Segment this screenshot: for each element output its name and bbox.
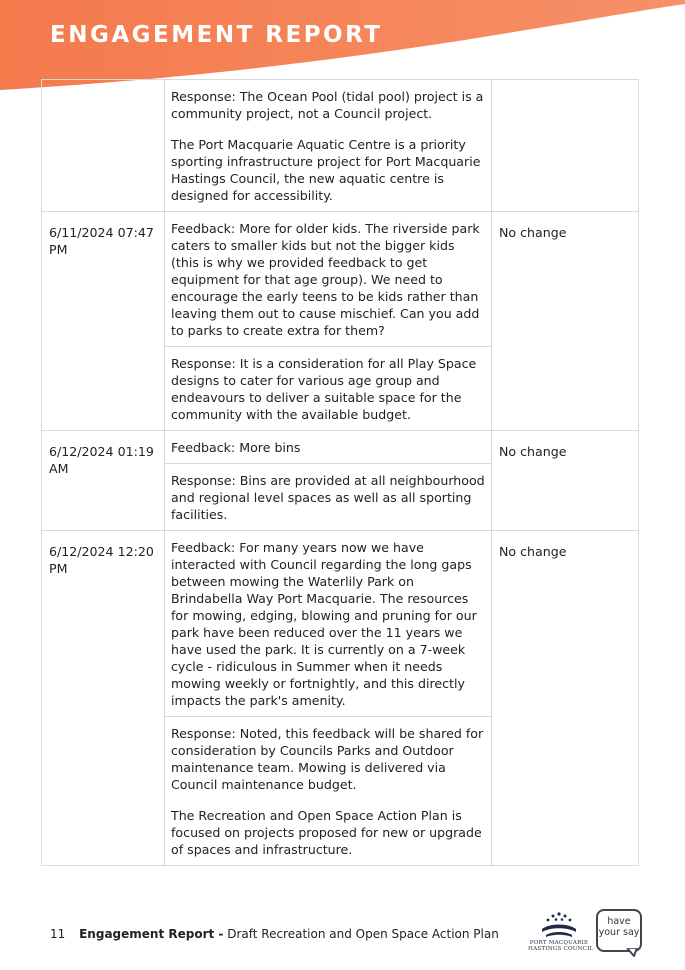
have-your-say-line1: have bbox=[607, 916, 631, 927]
have-your-say-line2: your say bbox=[598, 927, 640, 938]
feedback-text: Feedback: For many years now we have interacted with Council regarding the long gaps between mowing the Waterlily Park on Brindabella Way Port Macquarie. The resources for mowing, edging, blowing and pruning for our park have been reduced over the 11 years we have used the park. It is currently on a 7-week cycle - ridiculous in Summer when it needs mowing weekly or fortnightly, and this directly impacts the park's amenity. bbox=[171, 540, 477, 708]
outcome-cell: No change bbox=[492, 531, 639, 866]
feedback-block bbox=[165, 431, 491, 463]
footer-document-title: Draft Recreation and Open Space Action Plan bbox=[227, 927, 499, 941]
page-footer bbox=[50, 927, 499, 941]
response-block bbox=[165, 463, 491, 530]
response-block bbox=[165, 716, 491, 865]
outcome-cell: No change bbox=[492, 212, 639, 431]
have-your-say-logo bbox=[596, 909, 642, 952]
outcome-cell bbox=[492, 80, 639, 212]
response-text: Response: The Ocean Pool (tidal pool) project is a community project, not a Council project. bbox=[171, 89, 484, 121]
date-cell bbox=[42, 80, 165, 212]
table-row bbox=[42, 212, 639, 431]
table-row bbox=[42, 80, 639, 212]
council-logo bbox=[528, 910, 594, 958]
table-row bbox=[42, 531, 639, 866]
footer-report-label: Engagement Report - bbox=[79, 927, 224, 941]
response-block bbox=[165, 80, 491, 211]
page-number: 11 bbox=[50, 927, 66, 941]
response-text: Response: Noted, this feedback will be shared for consideration by Councils Parks and Outdoor maintenance team. Mowing is delivered via Council maintenance budget. bbox=[171, 726, 484, 792]
council-emblem-icon bbox=[536, 910, 582, 940]
comment-cell bbox=[165, 431, 492, 531]
feedback-block bbox=[165, 531, 491, 716]
table-row bbox=[42, 431, 639, 531]
response-text: The Port Macquarie Aquatic Centre is a priority sporting infrastructure project for Port Macquarie Hastings Council, the new aquatic centre is designed for accessibility. bbox=[171, 137, 481, 203]
feedback-table bbox=[41, 79, 639, 866]
response-block bbox=[165, 346, 491, 430]
response-text: The Recreation and Open Space Action Plan is focused on projects proposed for new or upgrade of spaces and infrastructure. bbox=[171, 808, 482, 857]
page-title: ENGAGEMENT REPORT bbox=[50, 22, 383, 48]
council-name-line1: PORT MACQUARIE bbox=[529, 940, 589, 946]
response-text: Response: It is a consideration for all Play Space designs to cater for various age group and endeavours to deliver a suitable space for the community with the available budget. bbox=[171, 356, 477, 422]
feedback-text: Feedback: More bins bbox=[171, 440, 301, 455]
date-cell: 6/11/2024 07:47 PM bbox=[42, 212, 165, 431]
response-text: Response: Bins are provided at all neighbourhood and regional level spaces as well as all sporting facilities. bbox=[171, 473, 485, 522]
speech-bubble-tail-icon bbox=[626, 948, 638, 957]
council-name-line2: HASTINGS COUNCIL bbox=[528, 946, 594, 952]
date-cell: 6/12/2024 01:19 AM bbox=[42, 431, 165, 531]
comment-cell bbox=[165, 212, 492, 431]
comment-cell bbox=[165, 531, 492, 866]
outcome-cell: No change bbox=[492, 431, 639, 531]
feedback-text: Feedback: More for older kids. The riverside park caters to smaller kids but not the bigger kids (this is why we provided feedback to get equipment for that age group). We need to encourage the early teens to be kids rather than leaving them out to cause mischief. Can you add to parks to create extra for them? bbox=[171, 221, 480, 338]
comment-cell bbox=[165, 80, 492, 212]
date-cell: 6/12/2024 12:20 PM bbox=[42, 531, 165, 866]
feedback-block bbox=[165, 212, 491, 346]
